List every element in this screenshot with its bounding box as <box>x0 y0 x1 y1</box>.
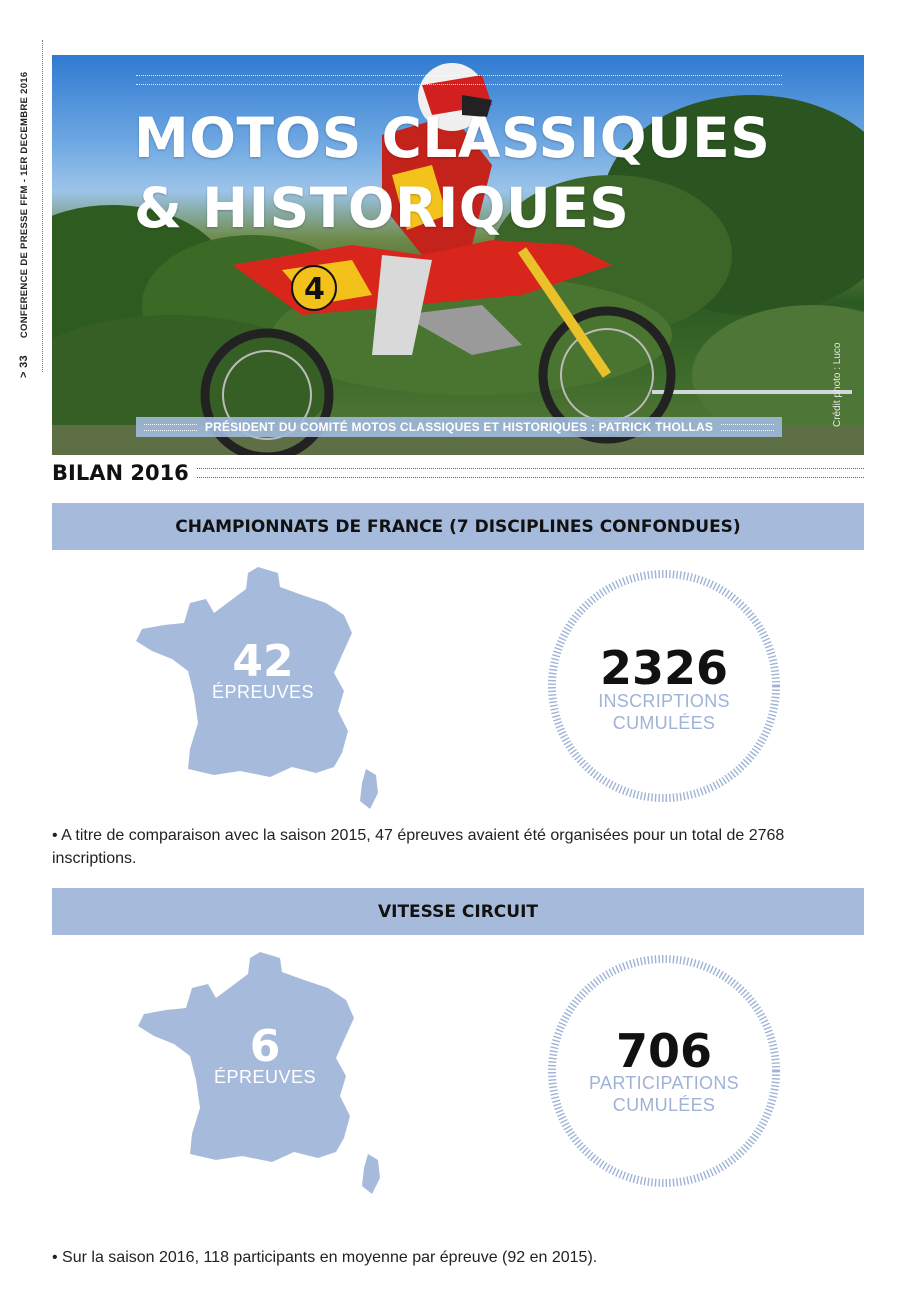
inscriptions-count: 2326 <box>599 641 729 695</box>
vitesse-note: • Sur la saison 2016, 118 participants en moyenne par épreuve (92 en 2015). <box>52 1249 598 1266</box>
events-label: ÉPREUVES <box>213 1067 317 1087</box>
page-number: > 33 <box>18 355 30 378</box>
participations-count: 706 <box>615 1024 713 1078</box>
championnats-note: • A titre de comparaison avec la saison 2015, 47 épreuves avaient été organisées pour un total de 2768 inscriptions. <box>52 827 785 867</box>
president-banner <box>136 417 782 437</box>
inscriptions-label <box>544 690 784 734</box>
vitesse-band: VITESSE CIRCUIT <box>52 888 864 935</box>
decorative-rule <box>144 424 197 431</box>
hero-title-line2: & HISTORIQUES <box>134 176 630 240</box>
photo-credit: Crédit photo : Luco <box>832 342 843 427</box>
participations-label-line1: PARTICIPATIONS <box>589 1073 739 1093</box>
decorative-rule <box>721 424 774 431</box>
events-count: 42 <box>232 636 294 687</box>
decorative-rule <box>197 468 864 478</box>
side-divider <box>42 40 43 372</box>
decorative-rule <box>136 75 782 85</box>
president-text: PRÉSIDENT DU COMITÉ MOTOS CLASSIQUES ET HISTORIQUES : PATRICK THOLLAS <box>204 420 714 434</box>
hero-banner <box>52 55 864 455</box>
participations-label <box>544 1072 784 1116</box>
svg-text:4: 4 <box>304 272 325 307</box>
running-header <box>14 38 34 378</box>
section-title-text: BILAN 2016 <box>52 461 189 485</box>
events-count: 6 <box>249 1021 281 1072</box>
section-title <box>52 458 864 488</box>
events-label: ÉPREUVES <box>211 682 315 702</box>
hero-title-line1: MOTOS CLASSIQUES <box>134 106 771 170</box>
running-header-text: CONFERENCE DE PRESSE FFM - 1ER DECEMBRE 2016 <box>19 71 30 339</box>
participations-label-line2: CUMULÉES <box>612 1095 716 1115</box>
inscriptions-label-line1: INSCRIPTIONS <box>598 691 730 711</box>
championnats-band: CHAMPIONNATS DE FRANCE (7 DISCIPLINES CONFONDUES) <box>52 503 864 550</box>
inscriptions-label-line2: CUMULÉES <box>612 713 716 733</box>
hero-title <box>134 103 770 243</box>
